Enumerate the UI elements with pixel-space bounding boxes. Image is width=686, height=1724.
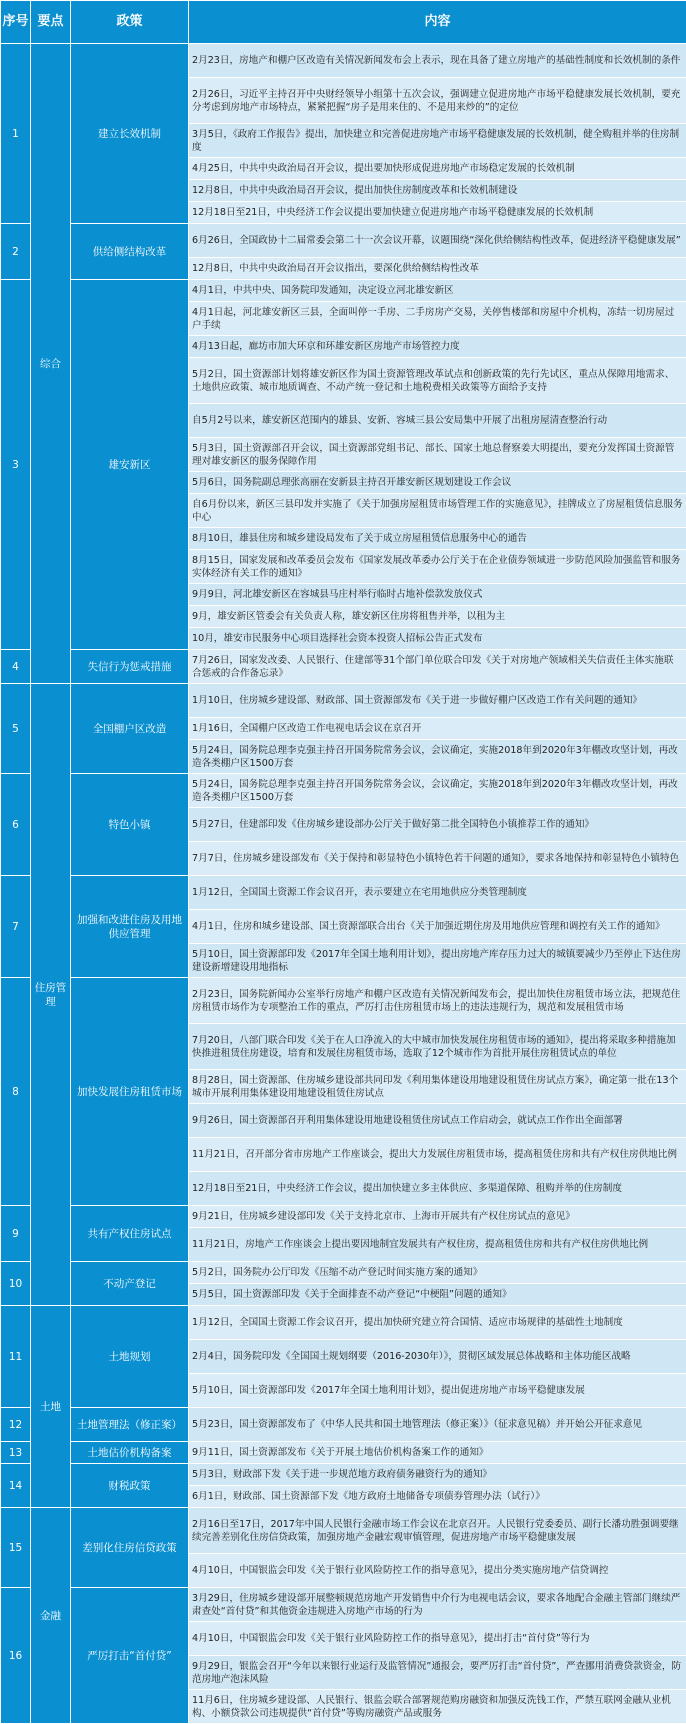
header-content: 内容 [189, 1, 686, 44]
row-content [189, 684, 686, 718]
row-content [189, 1070, 686, 1104]
row-category: 土地 [31, 1306, 71, 1508]
row-content-text: 4月10日，中国银监会印发《关于银行业风险防控工作的指导意见》，提出打击“首付贷”等行为 [192, 1632, 683, 1645]
row-content [189, 550, 686, 584]
row-content-text: 11月21日，召开部分省市房地产工作座谈会，提出大力发展住房租赁市场，提高租赁住房和共有产权住房供地比例 [192, 1148, 683, 1161]
row-content [189, 336, 686, 358]
row-content-text: 5月27日，住建部印发《住房城乡建设部办公厅关于做好第二批全国特色小镇推荐工作的通知》 [192, 818, 683, 831]
table-body [1, 44, 686, 1724]
row-seq: 3 [1, 280, 31, 650]
row-content [189, 1306, 686, 1340]
row-content [189, 1442, 686, 1464]
row-content [189, 740, 686, 774]
table-row [1, 650, 686, 684]
row-content [189, 1138, 686, 1172]
row-content-text: 1月16日，全国棚户区改造工作电视电话会议在京召开 [192, 722, 683, 735]
row-content-text: 9月21日，住房城乡建设部印发《关于支持北京市、上海市开展共有产权住房试点的意见》 [192, 1210, 683, 1223]
row-policy: 不动产登记 [71, 1262, 189, 1306]
row-seq: 11 [1, 1306, 31, 1408]
row-content [189, 1508, 686, 1554]
row-content-text: 5月10日，国土资源部印发《2017年全国土地利用计划》，提出促进房地产市场平稳健康发展 [192, 1384, 683, 1397]
row-content-text: 4月1日起，河北雄安新区三县，全面叫停一手房、二手房房产交易，关停售楼部和房屋中介机构，冻结一切房屋过户手续 [192, 306, 683, 332]
row-seq: 1 [1, 44, 31, 224]
row-content-text: 5月3日，国土资源部召开会议，国土资源部党组书记、部长、国家土地总督察姜大明提出，要充分发挥国土资源管理对雄安新区的服务保障作用 [192, 442, 683, 468]
row-content-text: 2月4日，国务院印发《全国国土规划纲要（2016-2030年）》，贯彻区域发展总体战略和主体功能区战略 [192, 1350, 683, 1363]
row-content [189, 606, 686, 628]
row-policy: 土地管理法（修正案） [71, 1408, 189, 1442]
row-content [189, 1024, 686, 1070]
row-seq: 15 [1, 1508, 31, 1588]
row-content-text: 4月10日，中国银监会印发《关于银行业风险防控工作的指导意见》，提出分类实施房地产信贷调控 [192, 1564, 683, 1577]
row-content [189, 1340, 686, 1374]
table-row [1, 1588, 686, 1622]
row-content [189, 1622, 686, 1656]
row-content-text: 4月1日，住房和城乡建设部、国土资源部联合出台《关于加强近期住房及用地供应管理和调控有关工作的通知》 [192, 920, 683, 933]
row-seq: 14 [1, 1464, 31, 1508]
row-content-text: 5月3日，财政部下发《关于进一步规范地方政府债务融资行为的通知》 [192, 1468, 683, 1481]
row-content-text: 12月18日至21日，中央经济工作会议提出要加快建立促进房地产市场平稳健康发展的长效机制 [192, 206, 683, 219]
row-content-text: 12月8日，中共中央政治局召开会议指出，要深化供给侧结构性改革 [192, 262, 683, 275]
row-content-text: 自6月份以来，新区三县印发并实施了《关于加强房屋租赁市场管理工作的实施意见》，挂牌成立了房屋租赁信息服务中心 [192, 498, 683, 524]
row-content [189, 472, 686, 494]
row-content [189, 158, 686, 180]
table-row [1, 684, 686, 718]
table-row [1, 1464, 686, 1486]
table-row [1, 876, 686, 910]
table-header-row [1, 1, 686, 44]
row-content-text: 7月26日，国家发改委、人民银行、住建部等31个部门单位联合印发《关于对房地产领域相关失信责任主体实施联合惩戒的合作备忘录》 [192, 654, 683, 680]
row-content-text: 7月20日，八部门联合印发《关于在人口净流入的大中城市加快发展住房租赁市场的通知》，提出将采取多种措施加快推进租赁住房建设，培育和发展住房租赁市场，选取了12个城市作为首批开展住房租赁试点的单位 [192, 1034, 683, 1060]
row-content [189, 1104, 686, 1138]
row-content-text: 12月8日，中共中央政治局召开会议，提出加快住房制度改革和长效机制建设 [192, 184, 683, 197]
row-content [189, 650, 686, 684]
row-seq: 9 [1, 1206, 31, 1262]
table-row [1, 1508, 686, 1554]
row-content [189, 1554, 686, 1588]
row-policy: 差别化住房信贷政策 [71, 1508, 189, 1588]
row-content [189, 78, 686, 124]
table-row [1, 280, 686, 302]
row-content [189, 528, 686, 550]
row-seq: 16 [1, 1588, 31, 1724]
row-content-text: 2月26日，习近平主持召开中央财经领导小组第十五次会议，强调建立促进房地产市场平稳健康发展长效机制，要充分考虑到房地产市场特点，紧紧把握“房子是用来住的、不是用来炒的”的定位 [192, 88, 683, 114]
row-content-text: 8月15日，国家发展和改革委员会发布《国家发展改革委办公厅关于在企业债券领域进一步防范风险加强监管和服务实体经济有关工作的通知》 [192, 554, 683, 580]
row-policy: 供给侧结构改革 [71, 224, 189, 280]
row-policy: 共有产权住房试点 [71, 1206, 189, 1262]
row-content [189, 438, 686, 472]
row-policy: 严厉打击“首付贷” [71, 1588, 189, 1724]
row-content [189, 224, 686, 258]
row-content-text: 1月12日，全国国土资源工作会议召开，提出加快研究建立符合国情、适应市场规律的基础性土地制度 [192, 1316, 683, 1329]
row-seq: 5 [1, 684, 31, 774]
row-content [189, 280, 686, 302]
row-content [189, 1486, 686, 1508]
header-seq: 序号 [1, 1, 31, 44]
table-row [1, 44, 686, 78]
row-content-text: 9月29日，银监会召开“今年以来银行业运行及监管情况”通报会，要严厉打击“首付贷”，严查挪用消费贷款资金，防范房地产泡沫风险 [192, 1660, 683, 1686]
row-content-text: 4月1日，中共中央、国务院印发通知，决定设立河北雄安新区 [192, 284, 683, 297]
row-policy: 土地估价机构备案 [71, 1442, 189, 1464]
row-policy: 特色小镇 [71, 774, 189, 876]
header-policy: 政策 [71, 1, 189, 44]
row-content-text: 2月23日，房地产和棚户区改造有关情况新闻发布会上表示，现在具备了建立房地产的基础性制度和长效机制的条件 [192, 54, 683, 67]
row-seq: 8 [1, 978, 31, 1206]
row-content [189, 808, 686, 842]
row-content-text: 11月6日，住房城乡建设部、人民银行、银监会联合部署规范购房融资和加强反洗钱工作，严禁互联网金融从业机构、小额贷款公司违规提供“首付贷”等购房融资产品或服务 [192, 1694, 683, 1720]
row-content [189, 628, 686, 650]
row-content [189, 124, 686, 158]
row-seq: 6 [1, 774, 31, 876]
row-content [189, 202, 686, 224]
row-content [189, 1588, 686, 1622]
row-content-text: 8月10日，雄县住房和城乡建设局发布了关于成立房屋租赁信息服务中心的通告 [192, 532, 683, 545]
table-row [1, 1262, 686, 1284]
table-row [1, 774, 686, 808]
row-content [189, 1172, 686, 1206]
row-category: 金融 [31, 1508, 71, 1724]
row-content-text: 9月26日，国土资源部召开利用集体建设用地建设租赁住房试点工作启动会，就试点工作作出全面部署 [192, 1114, 683, 1127]
row-content [189, 718, 686, 740]
row-category: 住房管理 [31, 684, 71, 1306]
row-policy: 失信行为惩戒措施 [71, 650, 189, 684]
row-seq: 7 [1, 876, 31, 978]
table-row [1, 1206, 686, 1228]
row-policy: 全国棚户区改造 [71, 684, 189, 774]
row-content [189, 302, 686, 336]
row-content-text: 9月，雄安新区管委会有关负责人称，雄安新区住房将租售并举，以租为主 [192, 610, 683, 623]
row-seq: 12 [1, 1408, 31, 1442]
row-content-text: 2月23日，国务院新闻办公室举行房地产和棚户区改造有关情况新闻发布会，提出加快住房租赁市场立法，把规范住房租赁市场作为专项整治工作的重点，严厉打击住房租赁市场上的违法违规行为，规范和发展租赁市场 [192, 988, 683, 1014]
row-policy: 雄安新区 [71, 280, 189, 650]
row-content [189, 1408, 686, 1442]
row-content [189, 842, 686, 876]
row-content-text: 9月11日，国土资源部发布《关于开展土地估价机构备案工作的通知》 [192, 1446, 683, 1459]
row-content-text: 5月10日，国土资源部印发《2017年全国土地利用计划》，提出房地产库存压力过大的城镇要减少乃至停止下达住房建设新增建设用地指标 [192, 948, 683, 974]
row-content [189, 180, 686, 202]
row-seq: 2 [1, 224, 31, 280]
row-content-text: 3月5日，《政府工作报告》提出，加快建立和完善促进房地产市场平稳健康发展的长效机制，健全购租并举的住房制度 [192, 128, 683, 154]
row-content [189, 774, 686, 808]
header-category: 要点 [31, 1, 71, 44]
row-content-text: 8月28日，国土资源部、住房城乡建设部共同印发《利用集体建设用地建设租赁住房试点方案》，确定第一批在13个城市开展利用集体建设用地建设租赁住房试点 [192, 1074, 683, 1100]
row-content [189, 1374, 686, 1408]
row-content [189, 1284, 686, 1306]
row-content [189, 258, 686, 280]
table-row [1, 1306, 686, 1340]
row-content-text: 11月21日，房地产工作座谈会上提出要因地制宜发展共有产权住房，提高租赁住房和共有产权住房供地比例 [192, 1238, 683, 1251]
row-content-text: 1月10日，住房城乡建设部、财政部、国土资源部发布《关于进一步做好棚户区改造工作有关问题的通知》 [192, 694, 683, 707]
row-content [189, 910, 686, 944]
row-content [189, 1690, 686, 1724]
row-content [189, 1656, 686, 1690]
table-row [1, 1408, 686, 1442]
row-content-text: 1月12日，全国国土资源工作会议召开，表示要建立在宅用地供应分类管理制度 [192, 886, 683, 899]
row-category: 综合 [31, 44, 71, 684]
row-content-text: 10月，雄安市民服务中心项目选择社会资本投资人招标公告正式发布 [192, 632, 683, 645]
row-policy: 财税政策 [71, 1464, 189, 1508]
row-content-text: 5月24日，国务院总理李克强主持召开国务院常务会议，会议确定，实施2018年到2020年3年棚改攻坚计划，再改造各类棚户区1500万套 [192, 778, 683, 804]
row-content-text: 5月6日，国务院副总理张高丽在安新县主持召开雄安新区规划建设工作会议 [192, 476, 683, 489]
row-content-text: 2月16日至17日，2017年中国人民银行金融市场工作会议在北京召开。人民银行党委委员、副行长潘功胜强调要继续完善差别化住房信贷政策，加强房地产金融宏观审慎管理，促进房地产市场平稳健康发展 [192, 1518, 683, 1544]
row-content [189, 404, 686, 438]
row-content-text: 5月24日，国务院总理李克强主持召开国务院常务会议，会议确定，实施2018年到2020年3年棚改攻坚计划，再改造各类棚户区1500万套 [192, 744, 683, 770]
row-content-text: 5月5日，国土资源部印发《关于全面排查不动产登记“中梗阻”问题的通知》 [192, 1288, 683, 1301]
table-row [1, 1442, 686, 1464]
row-seq: 10 [1, 1262, 31, 1306]
row-content-text: 5月2日，国务院办公厅印发《压缩不动产登记时间实施方案的通知》 [192, 1266, 683, 1279]
row-content [189, 876, 686, 910]
row-content-text: 3月29日，住房城乡建设部开展整顿规范房地产开发销售中介行为电视电话会议，要求各地配合金融主管部门继续严肃查处“首付贷”和其他资金违规进入房地产市场的行为 [192, 1592, 683, 1618]
row-content [189, 978, 686, 1024]
row-policy: 建立长效机制 [71, 44, 189, 224]
row-content-text: 7月7日，住房城乡建设部发布《关于保持和彰显特色小镇特色若干问题的通知》，要求各地保持和彰显特色小镇特色 [192, 852, 683, 865]
row-seq: 4 [1, 650, 31, 684]
row-content-text: 4月13日起，廊坊市加大环京和环雄安新区房地产市场管控力度 [192, 340, 683, 353]
row-content [189, 1206, 686, 1228]
row-policy: 加快发展住房租赁市场 [71, 978, 189, 1206]
row-content-text: 自5月2号以来，雄安新区范围内的雄县、安新、容城三县公安局集中开展了出租房屋清查整治行动 [192, 414, 683, 427]
row-content [189, 494, 686, 528]
row-policy: 土地规划 [71, 1306, 189, 1408]
row-content-text: 12月18日至21日，中央经济工作会议，提出加快建立多主体供应、多渠道保障、租购并举的住房制度 [192, 1182, 683, 1195]
row-content [189, 1228, 686, 1262]
row-policy: 加强和改进住房及用地供应管理 [71, 876, 189, 978]
row-content [189, 358, 686, 404]
row-content-text: 6月1日，财政部、国土资源部下发《地方政府土地储备专项债券管理办法（试行）》 [192, 1490, 683, 1503]
row-content [189, 944, 686, 978]
row-content-text: 5月2日，国土资源部计划将雄安新区作为国土资源管理改革试点和创新政策的先行先试区，重点从保障用地需求、土地供应政策、城市地质调查、不动产统一登记和土地税费相关政策等方面给予支持 [192, 368, 683, 394]
row-content-text: 6月26日，全国政协十二届常委会第二十一次会议开幕，议题围绕“深化供给侧结构性改革，促进经济平稳健康发展” [192, 234, 683, 247]
row-seq: 13 [1, 1442, 31, 1464]
row-content-text: 9月9日，河北雄安新区在容城县马庄村举行临时占地补偿款发放仪式 [192, 588, 683, 601]
row-content [189, 584, 686, 606]
row-content-text: 5月23日，国土资源部发布了《中华人民共和国土地管理法（修正案）》（征求意见稿）并开始公开征求意见 [192, 1418, 683, 1431]
table-row [1, 978, 686, 1024]
row-content [189, 1464, 686, 1486]
row-content-text: 4月25日，中共中央政治局召开会议，提出要加快形成促进房地产市场稳定发展的长效机制 [192, 162, 683, 175]
row-content [189, 44, 686, 78]
table-row [1, 224, 686, 258]
row-content [189, 1262, 686, 1284]
